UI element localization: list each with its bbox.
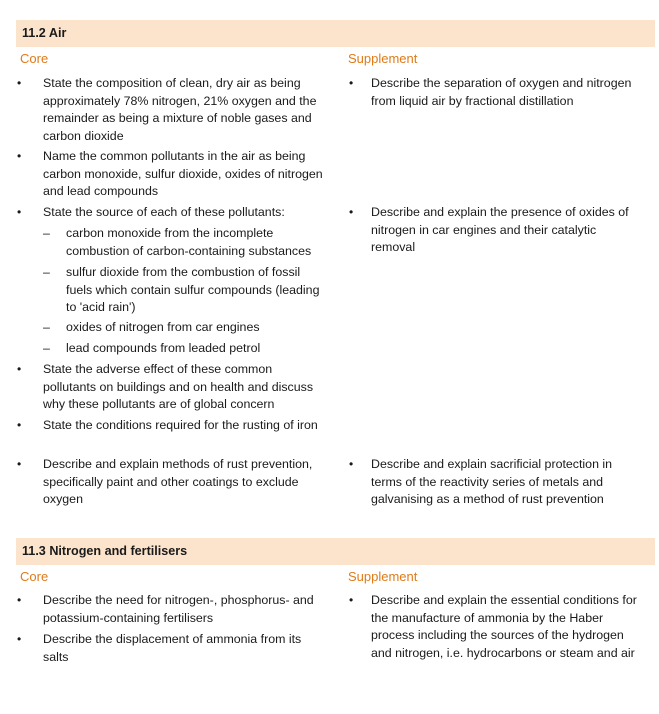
sub-list-item-text: oxides of nitrogen from car engines: [66, 320, 260, 334]
list-item-text: Describe and explain the essential conditions for the manufacture of ammonia by the Haber process including the sources of the hydrogen and nitrogen, i.e. hydrocarbons or steam and air: [371, 593, 637, 660]
bullet-icon: •: [17, 593, 22, 607]
bullet-icon: •: [349, 76, 354, 90]
dash-icon: –: [43, 265, 50, 279]
list-item-text: Name the common pollutants in the air as being carbon monoxide, sulfur dioxide, oxides of nitrogen and lead compounds: [43, 149, 323, 198]
bullet-icon: •: [17, 457, 22, 471]
dash-icon: –: [43, 320, 50, 334]
sub-list-item-text: lead compounds from leaded petrol: [66, 341, 261, 355]
bullet-icon: •: [17, 362, 22, 376]
list-item-text: Describe and explain the presence of oxides of nitrogen in car engines and their catalytic removal: [371, 205, 629, 254]
list-item-text: Describe the need for nitrogen-, phosphorus- and potassium-containing fertilisers: [43, 593, 314, 625]
list-item-text: Describe and explain methods of rust prevention, specifically paint and other coatings to exclude oxygen: [43, 457, 313, 506]
core-heading: Core: [20, 51, 49, 66]
core-heading: Core: [20, 569, 49, 584]
bullet-icon: •: [17, 205, 22, 219]
section-title-air: 11.2 Air: [16, 20, 655, 47]
bullet-icon: •: [17, 76, 22, 90]
list-item-text: State the composition of clean, dry air as being approximately 78% nitrogen, 21% oxygen and the remainder as being a mixture of noble gases and carbon dioxide: [43, 76, 317, 143]
section-title-nitrogen-fertilisers: 11.3 Nitrogen and fertilisers: [16, 538, 655, 565]
list-item-text: Describe the separation of oxygen and nitrogen from liquid air by fractional distillation: [371, 76, 632, 108]
list-item-text: Describe the displacement of ammonia from its salts: [43, 632, 302, 664]
supplement-heading: Supplement: [348, 569, 418, 584]
list-item-text: State the conditions required for the rusting of iron: [43, 418, 318, 432]
bullet-icon: •: [17, 149, 22, 163]
list-item-text: State the adverse effect of these common pollutants on buildings and on health and discuss why these pollutants are of global concern: [43, 362, 314, 411]
bullet-icon: •: [349, 205, 354, 219]
bullet-icon: •: [17, 632, 22, 646]
bullet-icon: •: [17, 418, 22, 432]
list-item-text: Describe and explain sacrificial protection in terms of the reactivity series of metals and galvanising as a method of rust prevention: [371, 457, 613, 506]
sub-list-item-text: sulfur dioxide from the combustion of fossil fuels which contain sulfur compounds (leading to 'acid rain'): [66, 265, 320, 314]
supplement-heading: Supplement: [348, 51, 418, 66]
dash-icon: –: [43, 226, 50, 240]
bullet-icon: •: [349, 457, 354, 471]
dash-icon: –: [43, 341, 50, 355]
list-item-text: State the source of each of these pollutants:: [43, 205, 285, 219]
bullet-icon: •: [349, 593, 354, 607]
sub-list-item-text: carbon monoxide from the incomplete combustion of carbon-containing substances: [66, 226, 312, 258]
